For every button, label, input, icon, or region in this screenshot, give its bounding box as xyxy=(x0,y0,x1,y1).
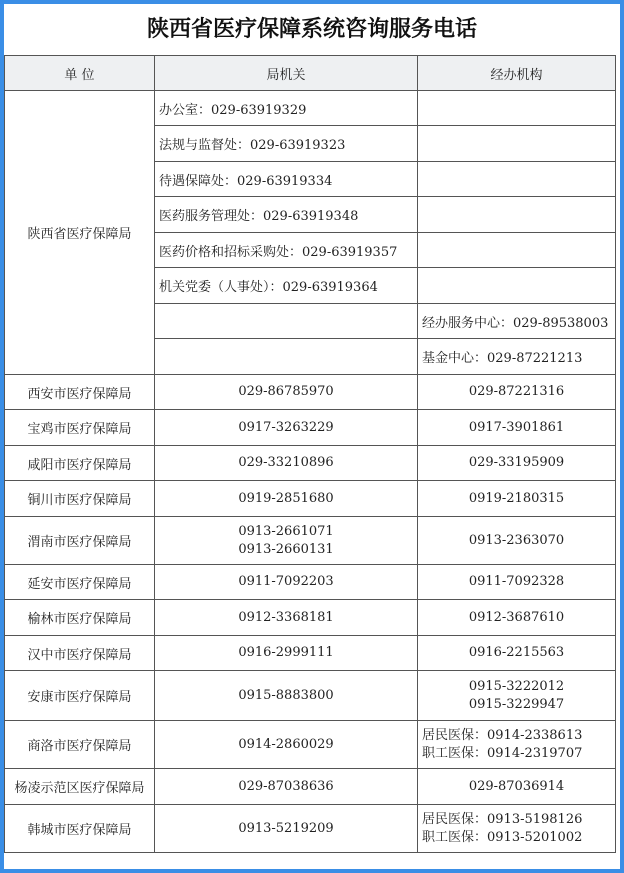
bureau-phone-cell xyxy=(155,769,418,805)
agency-phone: 0912-3687610 xyxy=(468,609,565,625)
unit-cell: 咸阳市医疗保障局 xyxy=(5,446,155,481)
unit-cell: 榆林市医疗保障局 xyxy=(5,600,155,636)
agency-phone: 029-87221316 xyxy=(468,384,565,399)
unit-cell: 韩城市医疗保障局 xyxy=(5,805,155,853)
province-bureau-line: 医药服务管理处：029-63919348 xyxy=(155,197,418,233)
bureau-phone: 0912-3368181 xyxy=(238,609,334,625)
agency-phone-cell xyxy=(418,805,616,853)
agency-phone: 029-33195909 xyxy=(468,455,565,470)
agency-phone: 职工医保：0914-2319707 xyxy=(422,745,583,761)
agency-phone: 居民医保：0914-2338613 xyxy=(422,727,583,743)
bureau-phone-cell xyxy=(155,636,418,671)
agency-phone-cell xyxy=(418,671,616,721)
agency-phone-cell xyxy=(418,636,616,671)
table-row xyxy=(5,517,616,565)
agency-phone-cell xyxy=(418,517,616,565)
empty-cell xyxy=(418,126,616,162)
unit-cell: 宝鸡市医疗保障局 xyxy=(5,410,155,446)
agency-phone: 0916-2215563 xyxy=(468,645,565,660)
bureau-phone-cell xyxy=(155,721,418,769)
unit-cell: 汉中市医疗保障局 xyxy=(5,636,155,671)
bureau-phone: 029-86785970 xyxy=(238,384,334,399)
agency-phone-cell xyxy=(418,410,616,446)
province-agency-line: 基金中心：029-87221213 xyxy=(418,339,616,375)
agency-phone: 0917-3901861 xyxy=(468,419,565,435)
province-unit: 陕西省医疗保障局 xyxy=(5,91,155,375)
table-row xyxy=(5,805,616,853)
agency-phone: 029-87036914 xyxy=(468,778,565,794)
empty-cell xyxy=(418,268,616,304)
agency-phone: 0913-2363070 xyxy=(468,532,565,548)
agency-phone-cell xyxy=(418,769,616,805)
table-row xyxy=(5,721,616,769)
bureau-phone: 0914-2860029 xyxy=(238,736,334,752)
unit-cell: 商洛市医疗保障局 xyxy=(5,721,155,769)
province-bureau-line: 医药价格和招标采购处：029-63919357 xyxy=(155,233,418,268)
agency-phone: 职工医保：0913-5201002 xyxy=(422,829,583,845)
bureau-phone: 0913-2661071 xyxy=(238,523,334,539)
bureau-phone: 0919-2851680 xyxy=(238,490,334,506)
empty-cell xyxy=(418,197,616,233)
table-row xyxy=(5,769,616,805)
bureau-phone: 0916-2999111 xyxy=(238,645,334,660)
bureau-phone: 029-87038636 xyxy=(238,778,334,794)
agency-phone-cell xyxy=(418,481,616,517)
bureau-phone-cell xyxy=(155,805,418,853)
table-row xyxy=(5,671,616,721)
province-bureau-line: 法规与监督处：029-63919323 xyxy=(155,126,418,162)
agency-phone: 0915-3222012 xyxy=(468,678,565,694)
contact-table xyxy=(4,55,616,853)
agency-phone: 0915-3229947 xyxy=(468,696,565,712)
bureau-phone-cell xyxy=(155,375,418,410)
bureau-phone: 0913-5219209 xyxy=(238,820,334,836)
header-bureau: 局机关 xyxy=(155,56,418,91)
empty-cell xyxy=(155,339,418,375)
header-agency: 经办机构 xyxy=(418,56,616,91)
agency-phone-cell xyxy=(418,721,616,769)
header-unit: 单 位 xyxy=(5,56,155,91)
unit-cell: 西安市医疗保障局 xyxy=(5,375,155,410)
table-row xyxy=(5,375,616,410)
table-row xyxy=(5,565,616,600)
province-bureau-line: 待遇保障处：029-63919334 xyxy=(155,162,418,197)
unit-cell: 铜川市医疗保障局 xyxy=(5,481,155,517)
empty-cell xyxy=(155,304,418,339)
table-row xyxy=(5,636,616,671)
page-title: 陕西省医疗保障系统咨询服务电话 xyxy=(146,16,477,42)
province-bureau-line: 机关党委（人事处）：029-63919364 xyxy=(155,268,418,304)
bureau-phone-cell xyxy=(155,517,418,565)
bureau-phone: 0913-2660131 xyxy=(238,541,334,557)
table-row xyxy=(5,600,616,636)
table-header-row xyxy=(5,56,616,91)
agency-phone-cell xyxy=(418,446,616,481)
bureau-phone-cell xyxy=(155,481,418,517)
bureau-phone-cell xyxy=(155,446,418,481)
bureau-phone: 0915-8883800 xyxy=(238,687,334,703)
unit-cell: 杨凌示范区医疗保障局 xyxy=(5,769,155,805)
table-row xyxy=(5,446,616,481)
agency-phone-cell xyxy=(418,375,616,410)
unit-cell: 渭南市医疗保障局 xyxy=(5,517,155,565)
bureau-phone: 0917-3263229 xyxy=(238,419,334,435)
bureau-phone-cell xyxy=(155,600,418,636)
unit-cell: 延安市医疗保障局 xyxy=(5,565,155,600)
unit-cell: 安康市医疗保障局 xyxy=(5,671,155,721)
province-agency-line: 经办服务中心：029-89538003 xyxy=(418,304,616,339)
agency-phone: 0919-2180315 xyxy=(468,490,565,506)
province-bureau-line: 办公室：029-63919329 xyxy=(155,91,418,126)
bureau-phone-cell xyxy=(155,410,418,446)
empty-cell xyxy=(418,91,616,126)
agency-phone-cell xyxy=(418,565,616,600)
bureau-phone-cell xyxy=(155,565,418,600)
empty-cell xyxy=(418,233,616,268)
table-row xyxy=(5,410,616,446)
bureau-phone: 0911-7092203 xyxy=(238,574,334,589)
agency-phone-cell xyxy=(418,600,616,636)
agency-phone: 居民医保：0913-5198126 xyxy=(422,811,583,827)
table-row xyxy=(5,91,616,126)
bureau-phone-cell xyxy=(155,671,418,721)
table-row xyxy=(5,481,616,517)
bureau-phone: 029-33210896 xyxy=(238,455,334,470)
empty-cell xyxy=(418,162,616,197)
agency-phone: 0911-7092328 xyxy=(468,574,565,589)
